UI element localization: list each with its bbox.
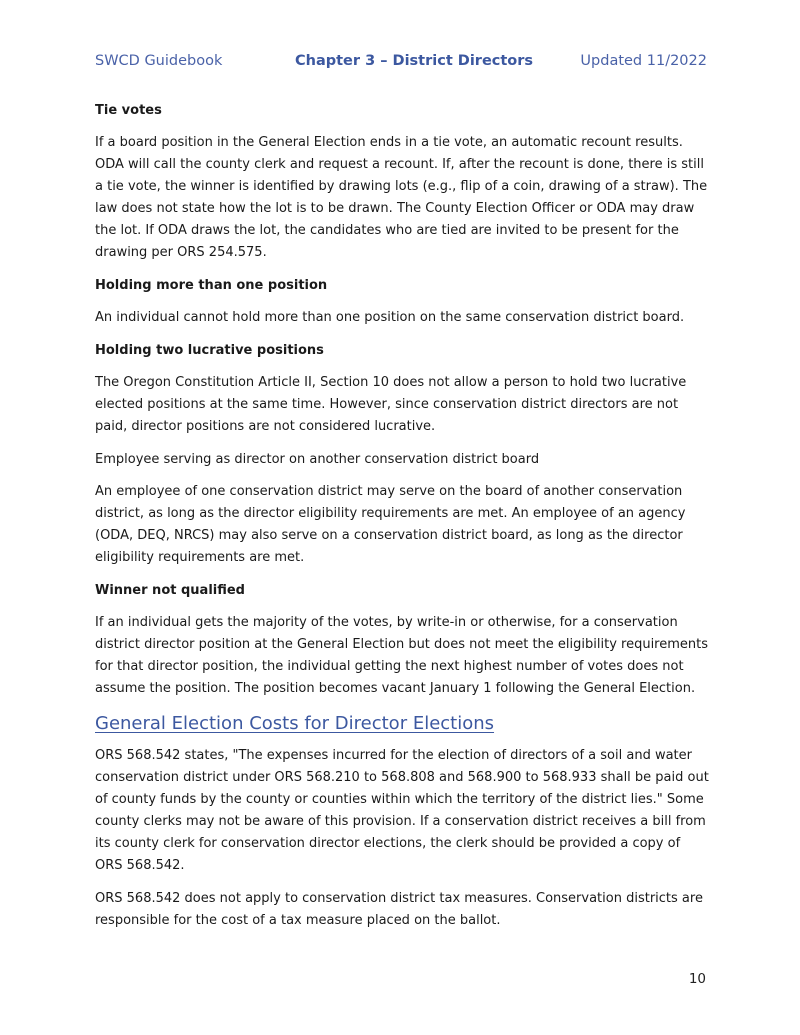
heading-tie-votes: Tie votes	[95, 103, 162, 118]
page-number: 10	[688, 971, 706, 987]
paragraph-election-costs-2: ORS 568.542 does not apply to conservation district tax measures. Conservation districts are responsible for the cost of a tax measure placed on the ballot.	[95, 891, 703, 928]
paragraph-winner-not-qualified: If an individual gets the majority of the votes, by write-in or otherwise, for a conservation district director position at the General Election but does not meet the eligibility requirements for that director position, the individual getting the next highest number of votes does not assume the position. The position becomes vacant January 1 following the General Election.	[95, 615, 709, 696]
header-updated-date: Updated 11/2022	[580, 53, 707, 69]
header-chapter-title: Chapter 3 – District Directors	[295, 53, 534, 69]
paragraph-more-than-one-position: An individual cannot hold more than one position on the same conservation district board.	[95, 310, 685, 325]
heading-winner-not-qualified: Winner not qualified	[95, 583, 245, 598]
page-header	[95, 53, 707, 73]
paragraph-employee-serving: An employee of one conservation district may serve on the board of another conservation district, as long as the director eligibility requirements are met. An employee of an agency (ODA, DEQ, NRCS) may also serve on a conservation district board, as long as the director eligibility requirements are met.	[95, 484, 686, 565]
section-heading-election-costs: General Election Costs for Director Elections	[95, 713, 495, 734]
paragraph-election-costs-1: ORS 568.542 states, "The expenses incurred for the election of directors of a soil and water conservation district under ORS 568.210 to 568.808 and 568.900 to 568.933 shall be paid out of county funds by the county or counties within which the territory of the district lies." Some county clerks may not be aware of this provision. If a conservation district receives a bill from its county clerk for conservation director elections, the clerk should be provided a copy of ORS 568.542.	[95, 748, 709, 873]
paragraph-two-lucrative-positions: The Oregon Constitution Article II, Section 10 does not allow a person to hold two lucrative elected positions at the same time. However, since conservation district directors are not paid, director positions are not considered lucrative.	[95, 375, 687, 434]
heading-more-than-one-position: Holding more than one position	[95, 278, 328, 293]
heading-employee-serving: Employee serving as director on another conservation district board	[95, 452, 540, 467]
header-guidebook-title: SWCD Guidebook	[95, 53, 223, 69]
paragraph-tie-votes: If a board position in the General Election ends in a tie vote, an automatic recount results. ODA will call the county clerk and request a recount. If, after the recount is done, there is still a tie vote, the winner is identified by drawing lots (e.g., flip of a coin, drawing of a straw). The law does not state how the lot is to be drawn. The County Election Officer or ODA may draw the lot. If ODA draws the lot, the candidates who are tied are invited to be present for the drawing per ORS 254.575.	[95, 135, 708, 260]
heading-two-lucrative-positions: Holding two lucrative positions	[95, 343, 324, 358]
page-content	[95, 100, 709, 943]
